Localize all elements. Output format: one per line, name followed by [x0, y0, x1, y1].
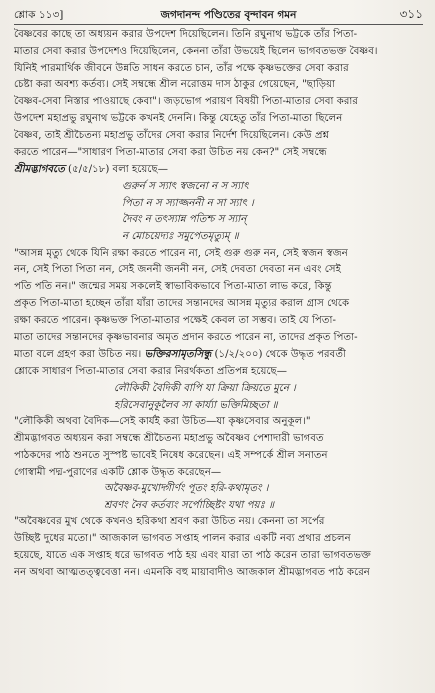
page-number: ৩১১ [399, 7, 423, 21]
verse-line: লৌকিকী বৈদিকী বাপি যা ক্রিয়া ক্রিয়তে মুনে । [114, 382, 296, 394]
page-header [14, 6, 423, 25]
sanskrit-verse-2 [14, 381, 423, 414]
text-line: বৈষ্ণব, তাই শ্রীচৈতন্য মহাপ্রভু তাঁদের সেবা করার নির্দেশ দিয়েছিলেন। কেউ প্রশ্ন [14, 129, 330, 141]
text-line: "লৌকিকী অথবা বৈদিক—সেই কার্যই করা উচিত—যা কৃষ্ণসেবার অনুকূল।" [14, 416, 311, 428]
verse-line: দৈবং ন তৎস্যান্ন পতিশ্চ স স্যান্ [122, 214, 247, 226]
text-line: মাতা তাদের সন্তানদের কৃষ্ণভাবনার অমৃত প্রদান করতে পারেন না, তাদের প্রকৃত পিতা- [14, 331, 358, 343]
text-line: উচ্ছিষ্ট দুধের মতো।" আজকাল ভাগবত সপ্তাহ পালন করার একটি নব্য প্রথার প্রচলন [14, 533, 351, 545]
text-line: বৈষ্ণব-সেবা নিস্তার পাওয়াছে কেবা"। জড়ভোগ পরায়ণ বিষয়ী পিতা-মাতার সেবা করার [14, 96, 358, 108]
text-line: শ্রীমদ্ভাগবত অধ্যয়ন করা সম্বন্ধে শ্রীচৈতন্য মহাপ্রভু অবৈষ্ণব পেশাদারী ভাগবত [14, 432, 324, 444]
text-line: মাতার সেবা করার উপদেশও দিয়েছিলেন, কেননা তাঁরা উভয়েই ছিলেন ভাগবতভক্ত বৈষ্ণব। [14, 45, 378, 57]
chapter-title: জগদানন্দ পণ্ডিতের বৃন্দাবন গমন [160, 9, 297, 21]
sanskrit-verse-1 [14, 179, 423, 245]
text-line: বৈষ্ণবের কাছে তা অধ্যয়ন করার উপদেশ দিয়েছিলেন। তিনি রঘুনাথ ভট্টকে তাঁর পিতা- [14, 29, 358, 40]
text-line: প্রকৃত পিতা-মাতা হচ্ছেন তাঁরা যাঁরা তাদের সন্তানদের আসন্ন মৃত্যুর করাল গ্রাস থেকে [14, 297, 350, 309]
reference-line [14, 161, 423, 179]
scripture-name: ভক্তিরসামৃতসিন্ধু [144, 348, 212, 361]
verse-line: হরিসেবানুকূলৈব সা কার্য্যা ভক্তিমিচ্ছতা ॥ [114, 399, 278, 411]
paragraph-5 [14, 514, 423, 581]
text-line: করতে পারেন—"সাধারণ পিতা-মাতার সেবা করা উচিত নয় কেন?" সেই সম্বন্ধে [14, 146, 327, 158]
paragraph-1 [14, 27, 423, 179]
text-line: শ্লোকে সাধারণ পিতা-মাতার সেবা করার নিরর্থকতা প্রতিপন্ন হয়েছে— [14, 366, 287, 378]
text-fragment: মাতা বলে গ্রহণ করা উচিত নয়। [14, 349, 142, 361]
paragraph-2 [14, 246, 423, 381]
text-line: "আসন্ন মৃত্যু থেকে যিনি রক্ষা করতে পারেন না, সেই গুরু গুরু নন, সেই স্বজন স্বজন [14, 247, 348, 259]
text-line: উপদেশ মহাপ্রভু রঘুনাথ ভট্টকে কখনই দেননি। কিন্তু যেহেতু তাঁর পিতা-মাতা ছিলেন [14, 112, 343, 124]
reference-text: (৫/৫/১৮) বলা হয়েছে— [64, 164, 168, 176]
sanskrit-verse-3 [14, 481, 423, 514]
text-line: হয়েছে, যাতে এক সপ্তাহ ধরে ভাগবত পাঠ হয় এবং যারা তা পাঠ করেন তারা ভাগবতভক্ত [14, 550, 371, 562]
verse-line: গুরুর্ন স স্যাৎ স্বজনো ন স স্যাৎ [122, 181, 249, 193]
paragraph-4 [14, 431, 423, 481]
text-line: পাঠকদের পাঠ শুনতে সুস্পষ্ট ভাবেই নিষেধ করেছেন। এই সম্পর্কে শ্রীল সনাতন [14, 449, 328, 461]
verse-line: অবৈষ্ণব-মুখোদ্গীর্ণং পূতং হরি-কথামৃতং । [104, 483, 269, 495]
scripture-name: শ্রীমদ্ভাগবতে [14, 163, 65, 176]
text-line: চেষ্টা করা অবশ্য কর্তব্য। সেই সম্বন্ধে শ্রীল নরোত্তম দাস ঠাকুর গেয়েছেন, "ছাড়িয়া [14, 79, 336, 91]
text-line: রক্ষা করতে পারেন। কৃষ্ণভক্ত পিতা-মাতার পক্ষেই কেবল তা সম্ভব। তাই যে পিতা- [14, 314, 336, 326]
text-line: "অবৈষ্ণবের মুখ থেকে কখনও হরিকথা শ্রবণ করা উচিত নয়। কেননা তা সর্পের [14, 516, 325, 528]
text-line: যিনিই পারমার্থিক জীবনে উন্নতি সাধন করতে চান, তাঁর পক্ষে কৃষ্ণভক্তের সেবা করার [14, 62, 349, 74]
verse-line: পিতা ন স স্যাজ্জননী ন সা স্যাৎ । [122, 197, 254, 209]
text-line: পতি পতি নন।" জন্মের সময় সকলেই স্বাভাবিকভাবে পিতা-মাতা লাভ করে, কিন্তু [14, 281, 332, 293]
text-line: নন, সেই পিতা পিতা নন, সেই জননী জননী নন, সেই দেবতা দেবতা নন এবং সেই [14, 264, 341, 276]
verse-line: ন মোচয়েদ্যঃ সমুপেতমৃত্যুম্ ॥ [122, 230, 239, 242]
text-line: গোস্বামী পদ্ম-পুরাণের একটি শ্লোক উদ্ধৃত করেছেন— [14, 466, 222, 478]
reference-line [14, 346, 423, 364]
reference-text: (১/২/২০০) থেকে উদ্ধৃত পরবর্তী [211, 349, 346, 361]
verse-line: শ্রবণং নৈব কর্তব্যং সর্পোচ্ছিষ্টং যথা পয়ঃ ॥ [104, 499, 274, 511]
text-line: নন অথবা আত্মতত্ত্ববেত্তা নন। এমনকি বহু মায়াবাদীও আজকাল শ্রীমদ্ভাগবত পাঠ করেন [14, 566, 370, 578]
verse-reference: শ্লোক ১১৩] [14, 9, 64, 21]
paragraph-3 [14, 414, 423, 431]
